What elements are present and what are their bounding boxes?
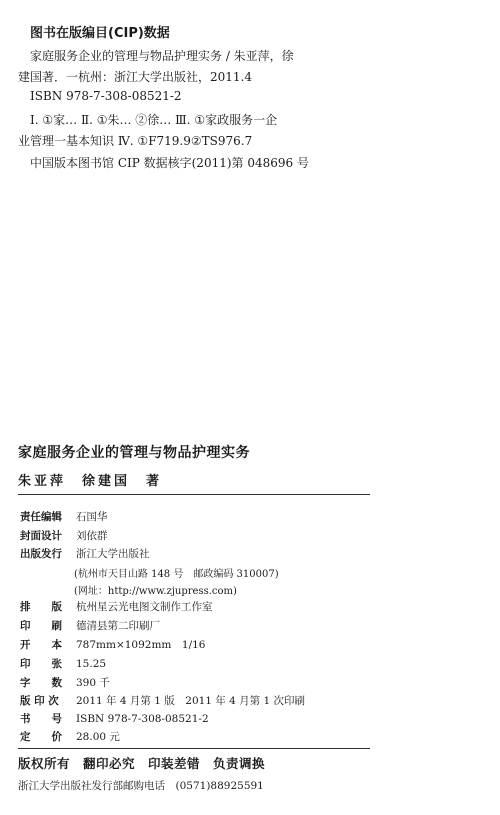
- info-row: [20, 694, 306, 708]
- info-label: 版 印 次: [20, 695, 59, 707]
- info-value: 浙江大学出版社: [76, 548, 150, 560]
- info-row: [20, 676, 110, 690]
- info-label: 责任编辑: [20, 511, 62, 523]
- cip-line: Ⅰ. ①家… Ⅱ. ①朱… ②徐… Ⅲ. ①家政服务一企: [30, 113, 278, 127]
- info-row: [20, 730, 120, 744]
- info-row: [20, 547, 150, 561]
- info-value: 28.00 元: [76, 731, 120, 743]
- info-label: 出版发行: [20, 548, 62, 560]
- info-label: 印 张: [20, 658, 62, 670]
- cip-line: ISBN 978-7-308-08521-2: [30, 89, 182, 103]
- publisher-website: (网址：http://www.zjupress.com): [74, 586, 237, 597]
- book-title: 家庭服务企业的管理与物品护理实务: [18, 445, 250, 461]
- info-label: 定 价: [20, 731, 62, 743]
- book-authors: 朱亚萍 徐建国 著: [18, 474, 163, 489]
- info-row: [20, 529, 108, 543]
- cip-line: 家庭服务企业的管理与物品护理实务 / 朱亚萍，徐: [30, 49, 294, 63]
- info-value: 390 千: [76, 677, 110, 689]
- info-label: 开 本: [20, 639, 62, 651]
- info-value: 石国华: [76, 511, 108, 523]
- info-row: [20, 712, 209, 726]
- info-label: 书 号: [20, 713, 62, 725]
- info-row: [20, 657, 107, 671]
- info-label: 封面设计: [20, 530, 62, 542]
- info-value: ISBN 978-7-308-08521-2: [76, 713, 209, 725]
- divider-bottom: [18, 748, 370, 749]
- info-label: 印 刷: [20, 620, 62, 632]
- publisher-address: (杭州市天目山路 148 号 邮政编码 310007): [74, 569, 279, 580]
- info-row: [20, 600, 213, 614]
- info-label: 字 数: [20, 677, 62, 689]
- info-value: 刘依群: [76, 530, 108, 542]
- info-value: 2011 年 4 月第 1 版 2011 年 4 月第 1 次印刷: [76, 695, 306, 707]
- info-value: 德清县第二印刷厂: [76, 620, 160, 632]
- rights-notice: 版权所有 翻印必究 印装差错 负责调换: [18, 756, 266, 771]
- cip-line: 中国版本图书馆 CIP 数据核字(2011)第 048696 号: [30, 156, 309, 170]
- divider-top: [18, 494, 370, 495]
- info-value: 杭州星云光电图文制作工作室: [76, 601, 213, 613]
- info-row: [20, 638, 206, 652]
- info-value: 787mm×1092mm 1/16: [76, 639, 206, 651]
- mail-order-phone: 浙江大学出版社发行部邮购电话 (0571)88925591: [18, 780, 264, 792]
- cip-title: 图书在版编目(CIP)数据: [30, 26, 170, 41]
- cip-line: 业管理一基本知识 Ⅳ. ①F719.9②TS976.7: [18, 134, 253, 148]
- info-row: [20, 619, 160, 633]
- info-row: [20, 510, 108, 524]
- cip-line: 建国著．一杭州：浙江大学出版社，2011.4: [18, 70, 252, 84]
- info-label: 排 版: [20, 601, 62, 613]
- info-value: 15.25: [76, 658, 107, 670]
